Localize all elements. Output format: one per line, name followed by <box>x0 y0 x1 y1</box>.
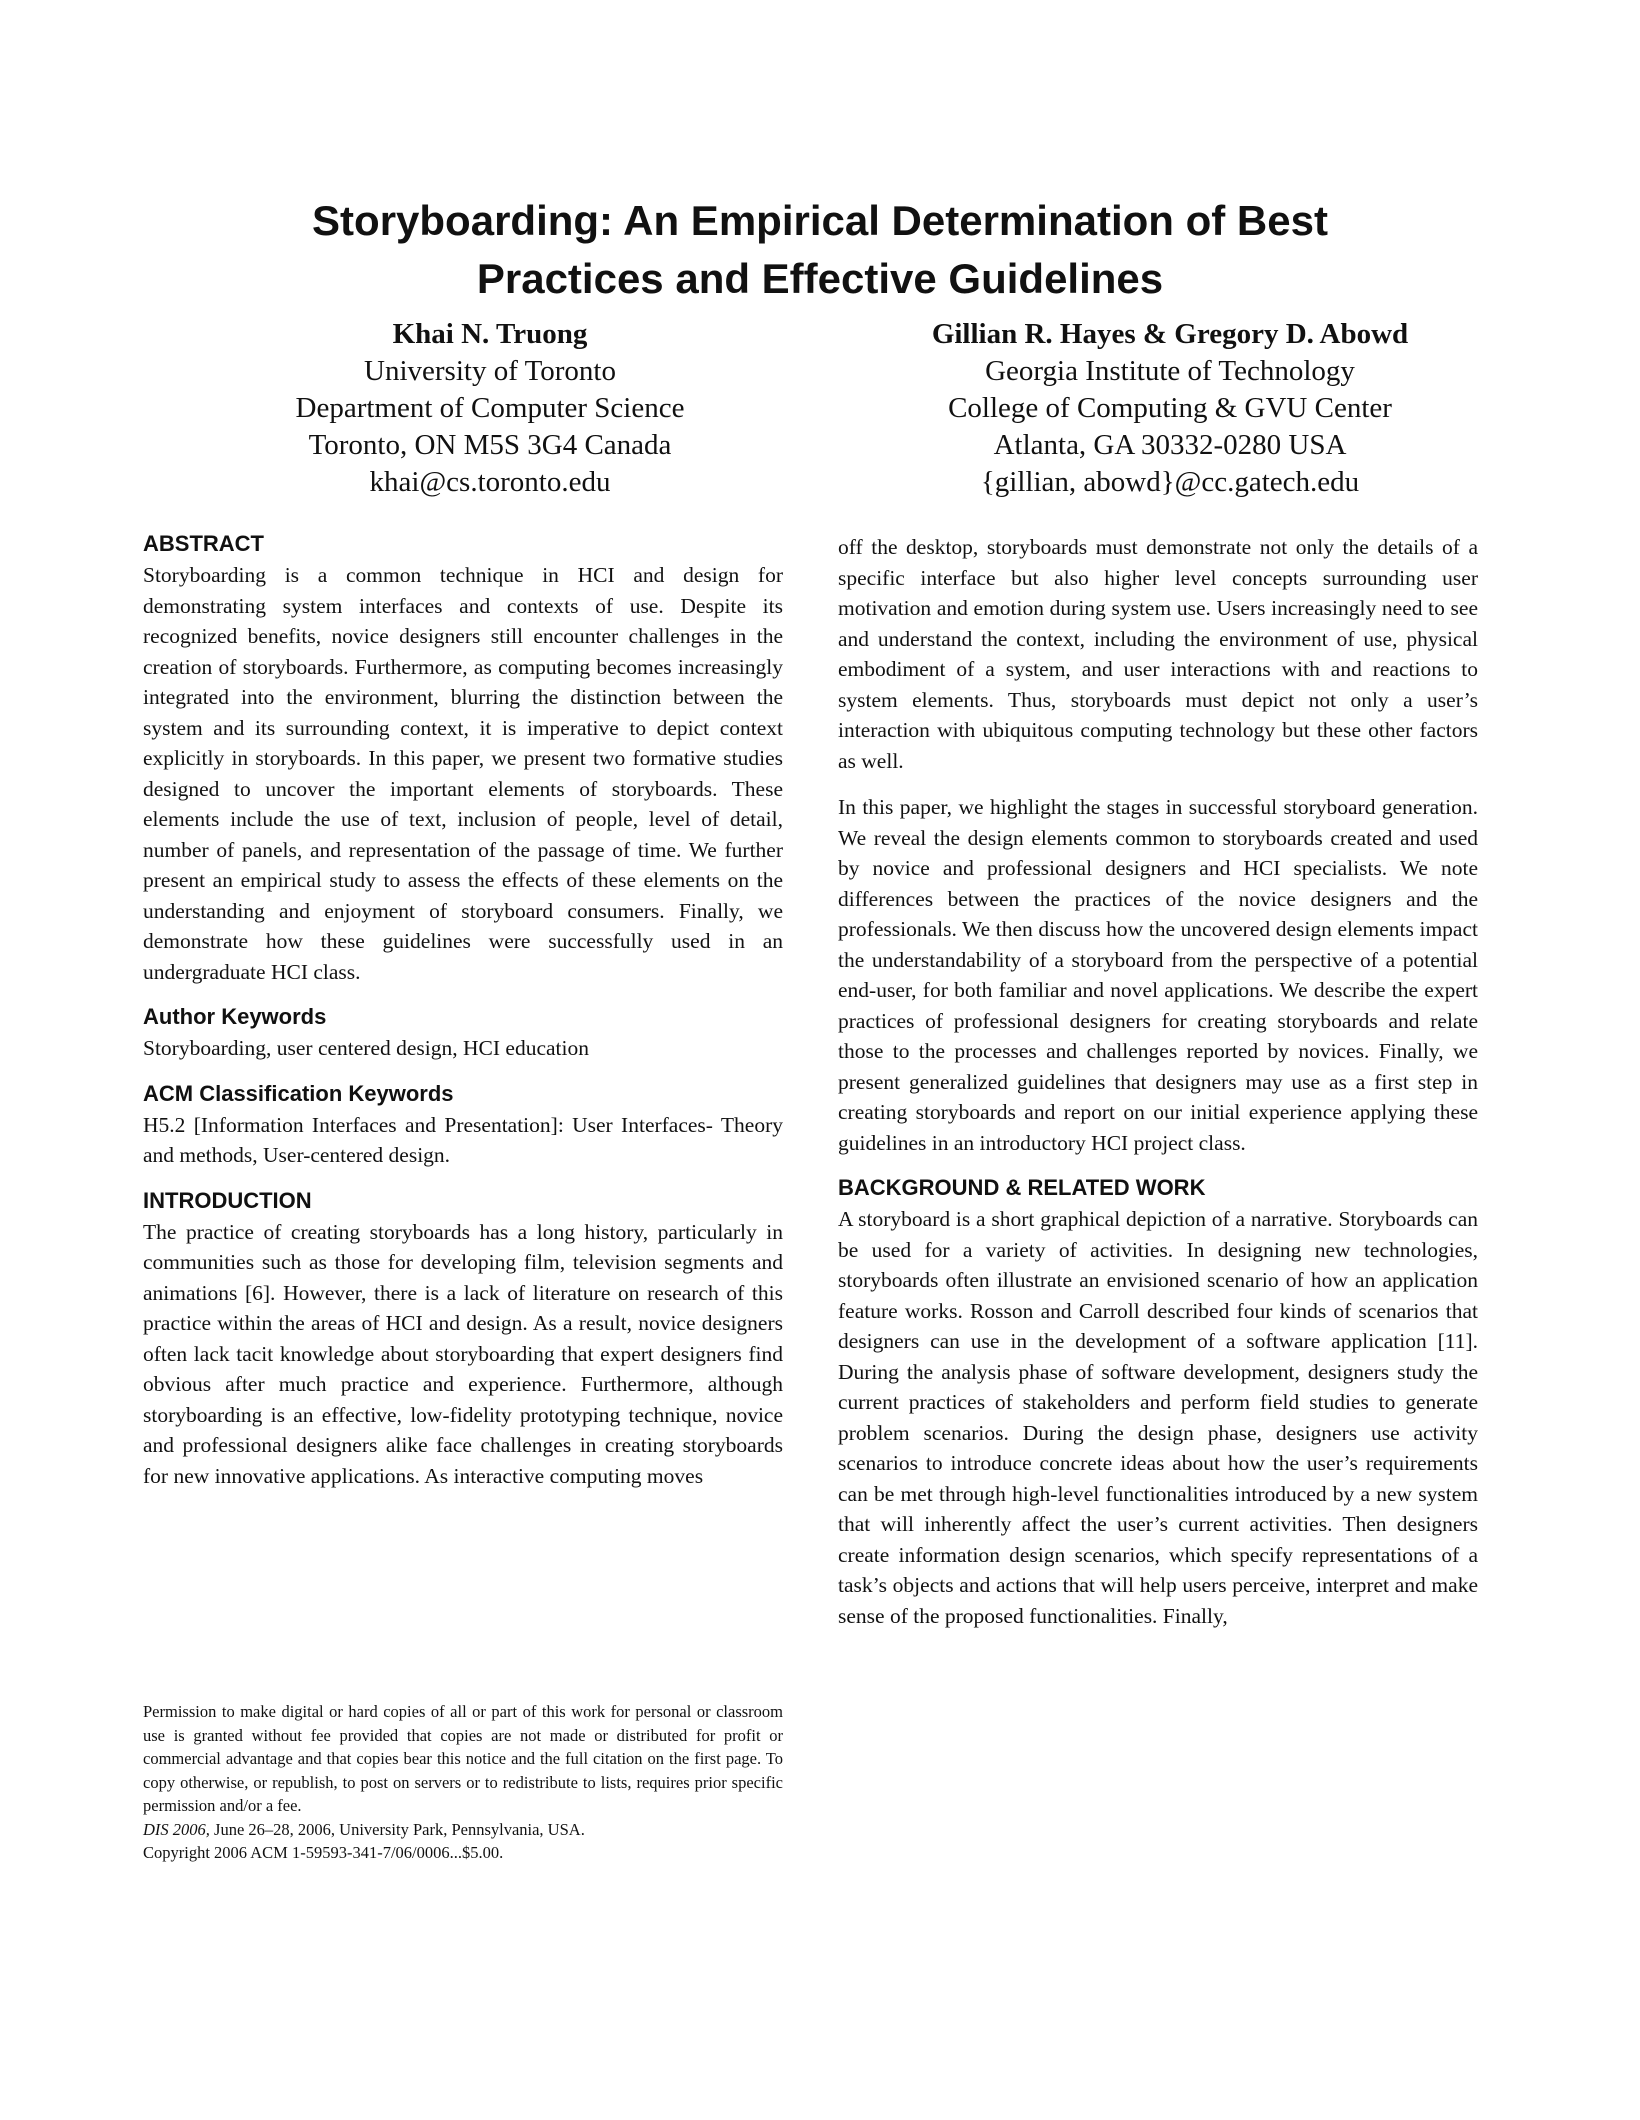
venue-details: June 26–28, 2006, University Park, Pennsylvania, USA. <box>209 1819 585 1839</box>
right-column <box>838 532 1478 1647</box>
introduction-heading: INTRODUCTION <box>143 1187 312 1213</box>
title-line-2: Practices and Effective Guidelines <box>476 255 1164 302</box>
author-address: Atlanta, GA 30332-0280 USA <box>993 429 1347 461</box>
author-email: khai@cs.toronto.edu <box>369 466 611 498</box>
abstract-heading: ABSTRACT <box>143 531 264 556</box>
venue-line <box>143 1818 783 1842</box>
acm-keywords-text: H5.2 [Information Interfaces and Presentation]: User Interfaces- Theory and methods, User-centered design. <box>143 1112 783 1167</box>
left-column <box>143 530 783 1507</box>
copyright-line: Copyright 2006 ACM 1-59593-341-7/06/0006...$5.00. <box>143 1843 504 1862</box>
introduction-continuation: off the desktop, storyboards must demonstrate not only the details of a specific interface but also higher level concepts surrounding user motivation and emotion during system use. Users increasingly need to see and understand the context, including the environment of use, physical embodiment of a system, and user interactions with and reactions to system elements. Thus, storyboards must depict not only a user’s interaction with ubiquitous computing technology but these other factors as well. <box>838 535 1478 773</box>
author-affiliation: University of Toronto <box>364 355 616 387</box>
background-text: A storyboard is a short graphical depiction of a narrative. Storyboards can be used for a variety of activities. In designing new technologies, storyboards often illustrate an envisioned scenario of how an application feature works. Rosson and Carroll described four kinds of scenarios that designers can use in the development of a software application [11]. During the analysis phase of software development, designers study the current practices of stakeholders and perform field studies to generate problem scenarios. During the design phase, designers use activity scenarios to introduce concrete ideas about how the user’s requirements can be met through high-level functionalities introduced by a new system that will inherently affect the user’s current activities. Then designers create information design scenarios, which specify representations of a task’s objects and actions that will help users perceive, interpret and make sense of the proposed functionalities. Finally, <box>838 1207 1478 1628</box>
introduction-text: The practice of creating storyboards has a long history, particularly in communities such as those for developing film, television segments and animations [6]. However, there is a lack of literature on research of this practice within the areas of HCI and design. As a result, novice designers often lack tacit knowledge about storyboarding that expert designers find obvious after much practice and experience. Furthermore, although storyboarding is an effective, low-fidelity prototyping technique, novice and professional designers alike face challenges in creating storyboards for new innovative applications. As interactive computing moves <box>143 1219 783 1488</box>
author-keywords-text: Storyboarding, user centered design, HCI education <box>143 1036 589 1060</box>
author-department: College of Computing & GVU Center <box>948 392 1392 424</box>
author-block-1 <box>180 316 800 501</box>
permission-notice: Permission to make digital or hard copies of all or part of this work for personal or classroom use is granted without fee provided that copies are not made or distributed for profit or commercial advantage and that copies bear this notice and the full citation on the first page. To copy otherwise, or republish, to post on servers or to redistribute to lists, requires prior specific permission and/or a fee. <box>143 1702 783 1815</box>
background-heading: BACKGROUND & RELATED WORK <box>838 1175 1206 1200</box>
author-name: Khai N. Truong <box>392 318 588 350</box>
copyright-footnote <box>143 1700 783 1865</box>
abstract-text: Storyboarding is a common technique in HCI and design for demonstrating system interfaces and contexts of use. Despite its recognized benefits, novice designers still encounter challenges in the creation of storyboards. Furthermore, as computing becomes increasingly integrated into the environment, blurring the distinction between the system and its surrounding context, it is imperative to depict context explicitly in storyboards. In this paper, we present two formative studies designed to uncover the important elements of storyboards. These elements include the use of text, inclusion of people, level of detail, number of panels, and representation of the passage of time. We further present an empirical study to assess the effects of these elements on the understanding and enjoyment of storyboard consumers. Finally, we demonstrate how these guidelines were successfully used in an undergraduate HCI class. <box>143 563 783 984</box>
author-address: Toronto, ON M5S 3G4 Canada <box>308 429 672 461</box>
author-affiliation: Georgia Institute of Technology <box>985 355 1355 387</box>
introduction-paragraph-2: In this paper, we highlight the stages in successful storyboard generation. We reveal the design elements common to storyboards created and used by novice and professional designers and HCI specialists. We note differences between the practices of the novice designers and the professionals. We then discuss how the uncovered design elements impact the understandability of a storyboard from the perspective of a potential end-user, for both familiar and novel applications. We describe the expert practices of professional designers for creating storyboards and relate those to the processes and challenges reported by novices. Finally, we present generalized guidelines that designers may use as a first step in creating storyboards and report on our initial experience applying these guidelines in an introductory HCI project class. <box>838 795 1478 1155</box>
title-line-1: Storyboarding: An Empirical Determination of Best <box>312 197 1328 244</box>
paper-title <box>140 192 1500 308</box>
author-block-2 <box>860 316 1480 501</box>
author-name: Gillian R. Hayes & Gregory D. Abowd <box>931 318 1409 350</box>
author-email: {gillian, abowd}@cc.gatech.edu <box>980 466 1360 498</box>
acm-keywords-heading: ACM Classification Keywords <box>143 1080 454 1106</box>
venue-name: DIS 2006, <box>143 1819 210 1839</box>
author-department: Department of Computer Science <box>295 392 685 424</box>
author-keywords-heading: Author Keywords <box>143 1004 327 1029</box>
